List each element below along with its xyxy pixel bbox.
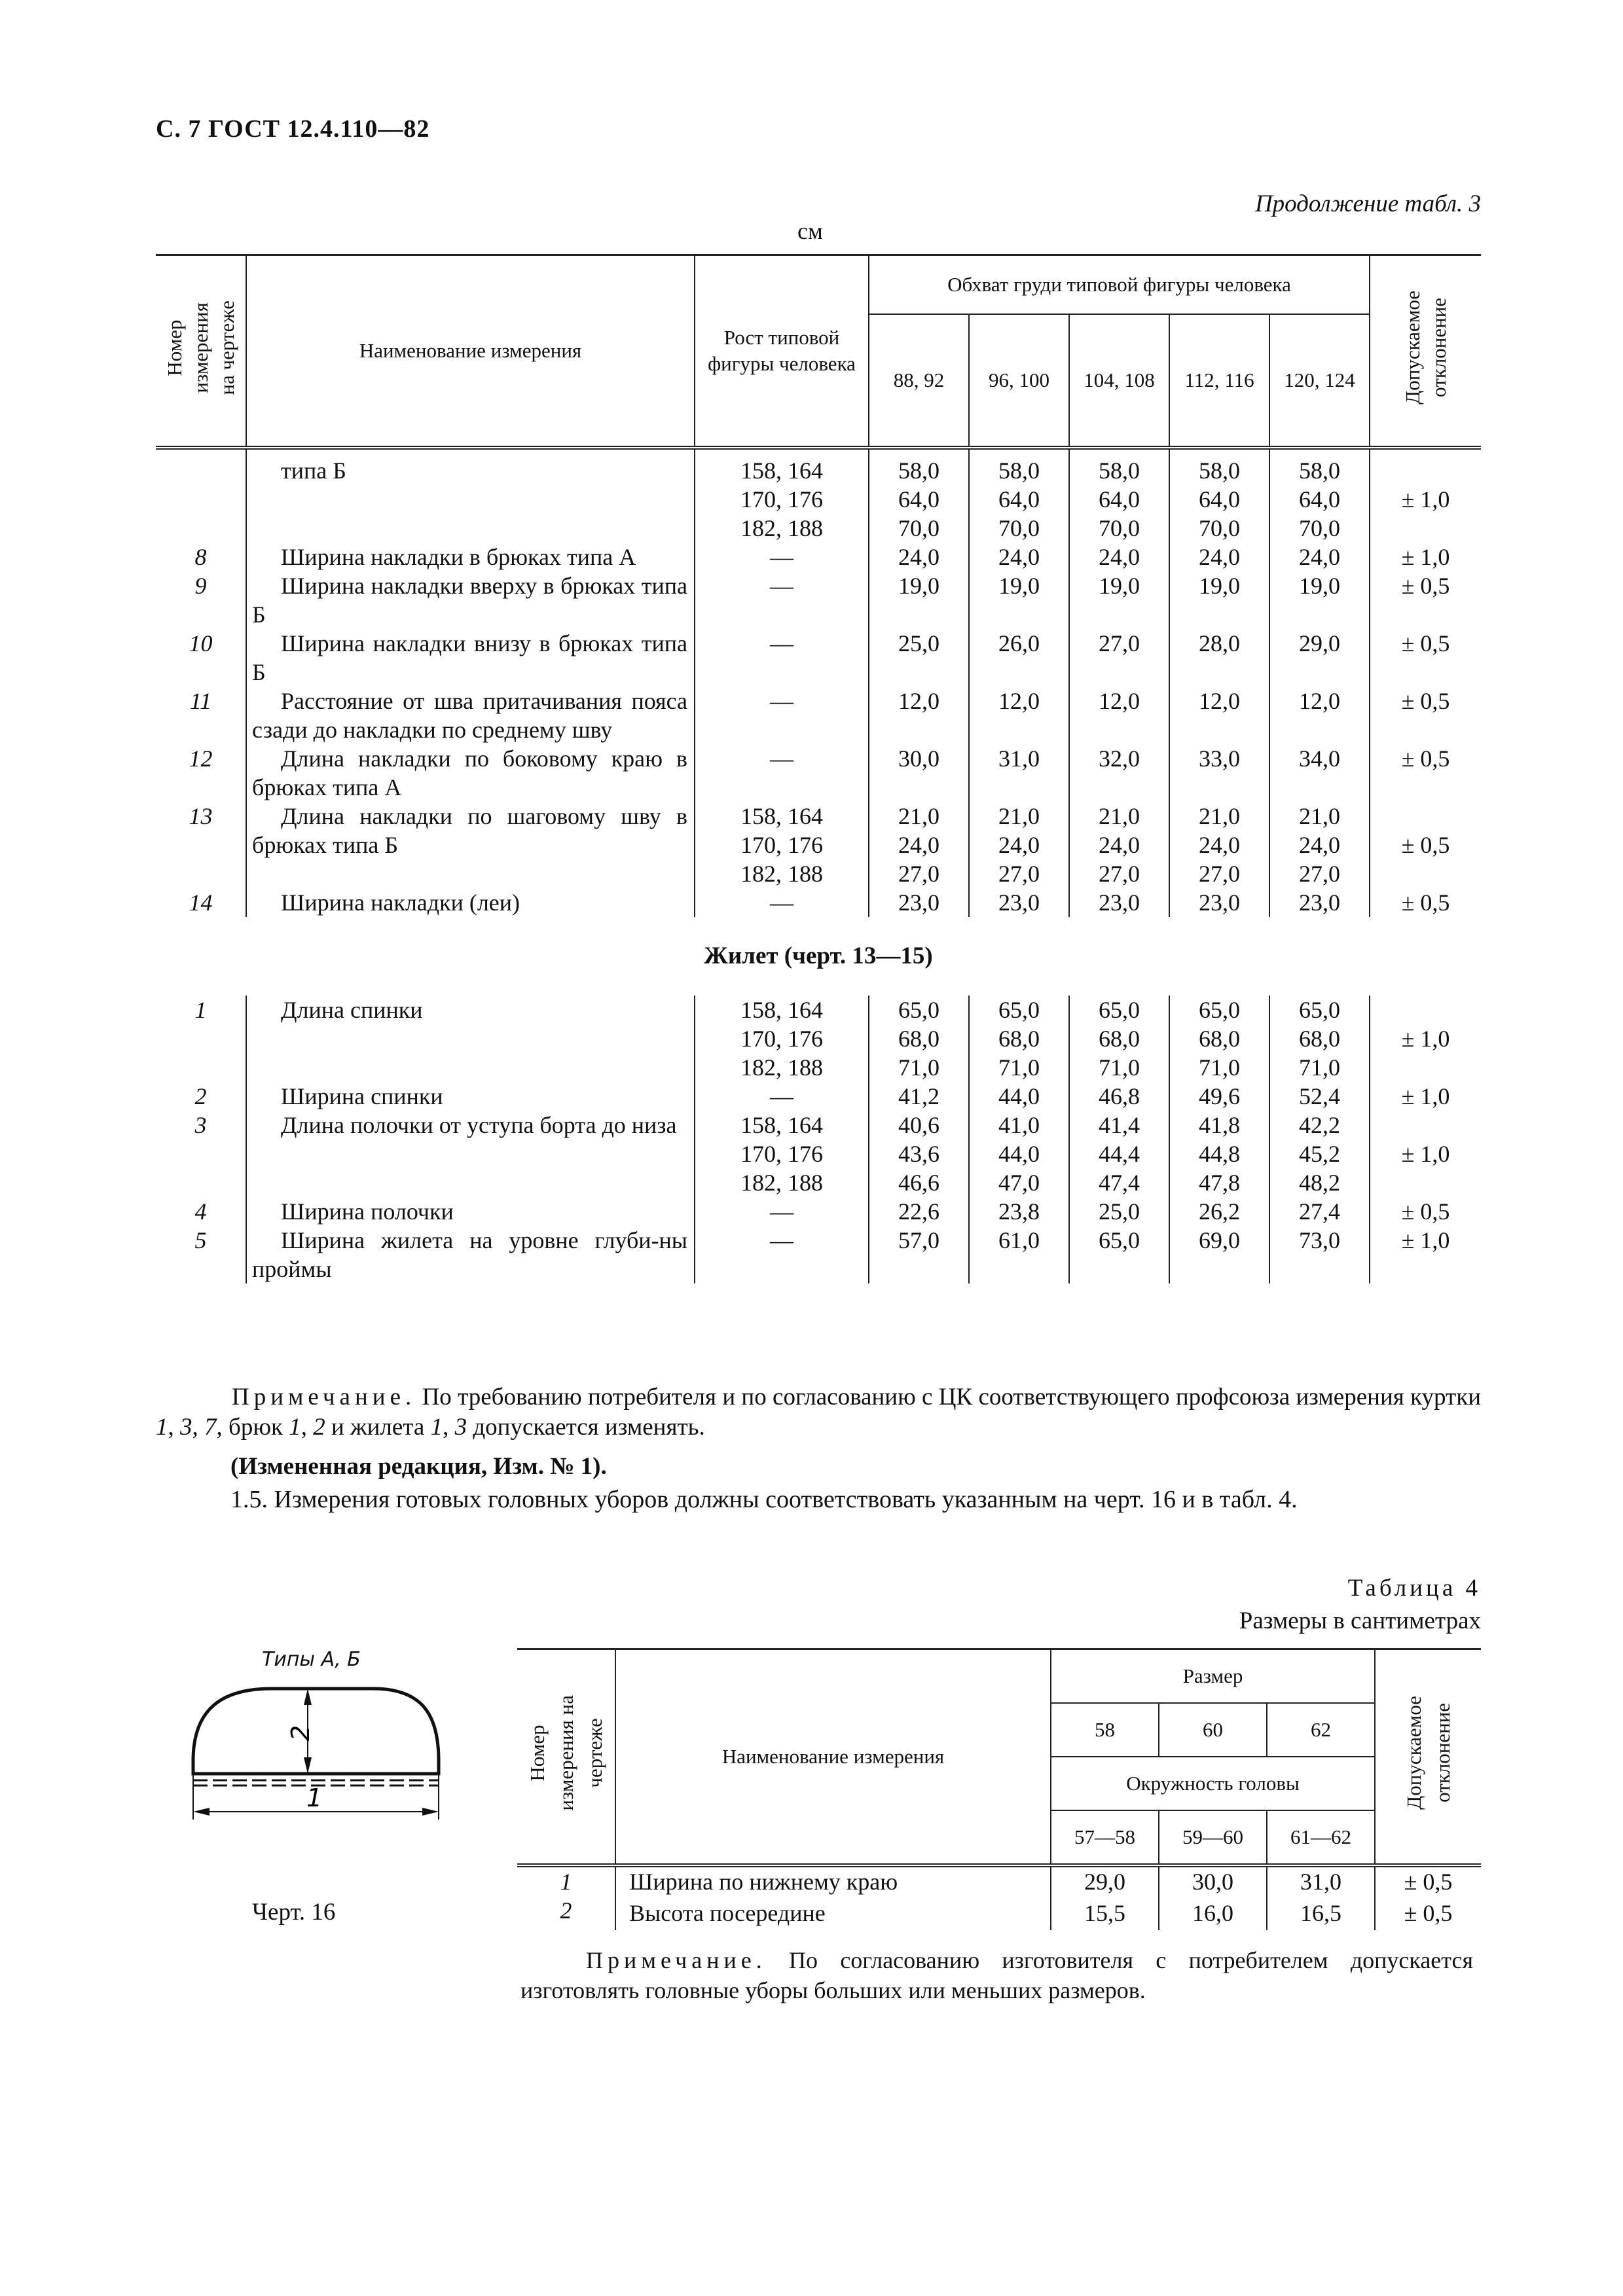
table-3 xyxy=(156,254,1481,1283)
col-header-name: Наименование измерения xyxy=(246,255,695,448)
table-row: 12 Длина накладки по боковому краю в брюках типа А — 30,0 31,0 32,0 33,0 34,0 ± 0,5 xyxy=(156,744,1481,802)
table-row: 2 Ширина спинки — 41,2 44,0 46,8 49,6 52,4 ± 1,0 xyxy=(156,1082,1481,1111)
head-cap-drawing xyxy=(183,1649,465,1859)
t4-size-58: 58 xyxy=(1051,1703,1159,1757)
dimension-label-1: 1 xyxy=(306,1784,323,1812)
table-row: 10 Ширина накладки внизу в брюках типа Б — 25,0 26,0 27,0 28,0 29,0 ± 0,5 xyxy=(156,629,1481,687)
t4-col-header-deviation: Допускаемое отклонение xyxy=(1375,1649,1481,1866)
table-4 xyxy=(517,1648,1481,1930)
col-header-chest-size: 88, 92 xyxy=(869,314,969,448)
table-row: 9 Ширина накладки вверху в брюках типа Б — 19,0 19,0 19,0 19,0 19,0 ± 0,5 xyxy=(156,571,1481,629)
figure-title: Типы А, Б xyxy=(262,1648,361,1671)
t4-circ: 59—60 xyxy=(1159,1810,1267,1865)
col-header-deviation: Допускаемое отклонение xyxy=(1370,255,1481,448)
table-row: 11 Расстояние от шва притачивания пояса сзади до накладки по среднему шву — 12,0 12,0 12,0 12,0 12,0 ± 0,5 xyxy=(156,687,1481,744)
table-continuation-title: Продолжение табл. 3 xyxy=(1254,190,1481,217)
figure-caption: Черт. 16 xyxy=(252,1899,336,1926)
col-header-chest-size: 120, 124 xyxy=(1269,314,1370,448)
section-heading: Жилет (черт. 13—15) xyxy=(704,942,933,969)
table-4-units: Размеры в сантиметрах xyxy=(1239,1607,1481,1634)
amendment-note: (Измененная редакция, Изм. № 1). xyxy=(230,1453,607,1480)
col-header-height: Рост типовой фигуры человека xyxy=(695,255,869,448)
table-row: 4 Ширина полочки — 22,6 23,8 25,0 26,2 27,4 ± 0,5 xyxy=(156,1197,1481,1226)
col-header-chest: Обхват груди типовой фигуры человека xyxy=(869,255,1370,315)
table-row: 14 Ширина накладки (леи) — 23,0 23,0 23,0 23,0 23,0 ± 0,5 xyxy=(156,888,1481,917)
table-row: 1 Длина спинки 158, 164 170, 176 182, 188 65,0 68,0 71,0 65,0 68,0 71,0 65,0 68,0 71,0 65,0 68,0 71,0 65,0 68,0 71,0 ± 1,0 xyxy=(156,996,1481,1082)
page-header: С. 7 ГОСТ 12.4.110—82 xyxy=(156,115,430,143)
dimension-label-2: 2 xyxy=(286,1725,315,1741)
t4-size-62: 62 xyxy=(1267,1703,1375,1757)
table-row: 3 Длина полочки от уступа борта до низа 158, 164 170, 176 182, 188 40,6 43,6 46,6 41,0 44,0 47,0 41,4 44,4 47,4 41,8 44,8 47,8 42,2 45,2 48,2 ± 1,0 xyxy=(156,1111,1481,1197)
table-row: 8 Ширина накладки в брюках типа А — 24,0 24,0 24,0 24,0 24,0 ± 1,0 xyxy=(156,543,1481,571)
table-row: 2 Высота посередине 15,5 16,0 16,5 ± 0,5 xyxy=(517,1896,1481,1930)
t4-size-60: 60 xyxy=(1159,1703,1267,1757)
t4-col-header-circumference: Окружность головы xyxy=(1051,1757,1375,1810)
t4-circ: 61—62 xyxy=(1267,1810,1375,1865)
table-4-title: Таблица 4 xyxy=(1347,1575,1481,1602)
unit-label: см xyxy=(797,218,823,244)
table-4-note: Примечание. По согласованию изготовителя с потребителем допускается изготовлять головные уборы больших или меньших размеров. xyxy=(520,1947,1473,2003)
t4-col-header-size: Размер xyxy=(1051,1649,1375,1704)
table-row: типа Б 158, 164 170, 176 182, 188 58,0 64,0 70,0 58,0 64,0 70,0 58,0 64,0 70,0 58,0 64,0 70,0 58,0 64,0 70,0 ± 1,0 xyxy=(156,456,1481,543)
t4-col-header-name: Наименование измерения xyxy=(615,1649,1051,1866)
table-row: 13 Длина накладки по шаговому шву в брюках типа Б 158, 164 170, 176 182, 188 21,0 24,0 27,0 21,0 24,0 27,0 21,0 24,0 27,0 21,0 24,0 27,0 21,0 24,0 27,0 ± 0,5 xyxy=(156,802,1481,888)
col-header-chest-size: 112, 116 xyxy=(1169,314,1269,448)
t4-col-header-number: Номер измерения на чертеже xyxy=(517,1649,615,1866)
table-3-note: Примечание. По требованию потребителя и по согласованию с ЦК соответствующего профсоюза измерения куртки 1, 3, 7, брюк 1, 2 и жилета 1, 3 допускается изменять. xyxy=(156,1384,1482,1441)
table-row: 5 Ширина жилета на уровне глуби-ны проймы — 57,0 61,0 65,0 69,0 73,0 ± 1,0 xyxy=(156,1226,1481,1283)
t4-circ: 57—58 xyxy=(1051,1810,1159,1865)
paragraph-1-5: 1.5. Измерения готовых головных уборов должны соответствовать указанным на черт. 16 и в табл. 4. xyxy=(230,1486,1298,1513)
table-row: 1 Ширина по нижнему краю 29,0 30,0 31,0 ± 0,5 xyxy=(517,1865,1481,1896)
col-header-chest-size: 96, 100 xyxy=(969,314,1069,448)
col-header-chest-size: 104, 108 xyxy=(1069,314,1169,448)
col-header-number: Номер измерения на чертеже xyxy=(156,255,246,448)
